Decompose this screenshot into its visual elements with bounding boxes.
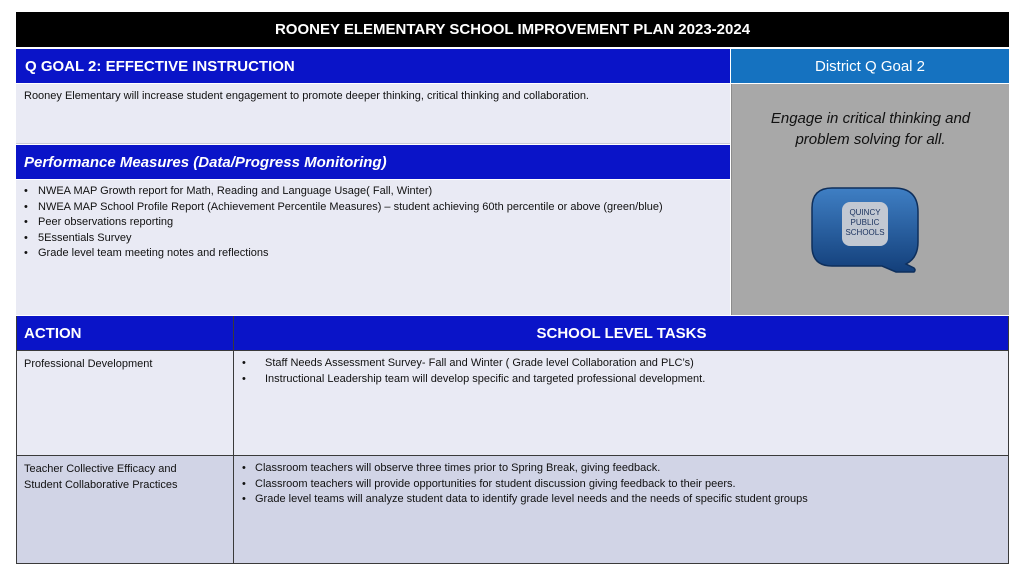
task-item: • Staff Needs Assessment Survey- Fall and Winter ( Grade level Collaboration and PLC’s) bbox=[242, 356, 1001, 372]
action-label: Student Collaborative Practices bbox=[24, 478, 178, 491]
quincy-public-schools-logo-icon bbox=[810, 184, 925, 274]
table-divider bbox=[16, 563, 1009, 564]
engage-line-2: problem solving for all. bbox=[795, 131, 946, 148]
action-column-header: ACTION bbox=[16, 316, 233, 350]
performance-item: • NWEA MAP School Profile Report (Achievement Percentile Measures) – student achieving 60th percentile or above (green/blue) bbox=[24, 200, 722, 216]
task-item: • Grade level teams will analyze student data to identify grade level needs and the needs of specific student groups bbox=[242, 492, 1001, 508]
performance-item: • 5Essentials Survey bbox=[24, 231, 722, 247]
action-cell bbox=[16, 351, 233, 455]
action-cell bbox=[16, 456, 233, 563]
task-item: • Instructional Leadership team will develop specific and targeted professional development. bbox=[242, 372, 1001, 388]
table-divider bbox=[233, 316, 234, 564]
performance-item: • NWEA MAP Growth report for Math, Reading and Language Usage( Fall, Winter) bbox=[24, 184, 722, 200]
performance-item: • Grade level team meeting notes and reflections bbox=[24, 246, 722, 262]
district-goal-panel bbox=[731, 84, 1009, 315]
logo-line-3: SCHOOLS bbox=[845, 228, 885, 237]
engage-line-1: Engage in critical thinking and bbox=[770, 110, 971, 127]
plan-title: ROONEY ELEMENTARY SCHOOL IMPROVEMENT PLAN 2023-2024 bbox=[16, 12, 1009, 47]
engage-statement bbox=[732, 108, 1009, 150]
action-label: Professional Development bbox=[24, 358, 153, 370]
table-divider bbox=[16, 455, 1009, 456]
logo-line-2: PUBLIC bbox=[850, 218, 880, 227]
table-divider bbox=[16, 316, 17, 564]
table-divider bbox=[1008, 316, 1009, 564]
task-item: • Classroom teachers will provide opportunities for student discussion giving feedback to their peers. bbox=[242, 477, 1001, 493]
tasks-cell bbox=[234, 456, 1009, 563]
district-goal-label: District Q Goal 2 bbox=[731, 49, 1009, 83]
goal-description: Rooney Elementary will increase student engagement to promote deeper thinking, critical thinking and collaboration. bbox=[16, 84, 730, 144]
action-label: Teacher Collective Efficacy and bbox=[24, 463, 177, 475]
tasks-cell bbox=[234, 351, 1009, 455]
tasks-column-header: SCHOOL LEVEL TASKS bbox=[234, 316, 1009, 350]
performance-measures-list bbox=[16, 180, 730, 315]
table-divider bbox=[16, 350, 1009, 351]
performance-measures-heading: Performance Measures (Data/Progress Monitoring) bbox=[16, 145, 730, 179]
logo-line-1: QUINCY bbox=[849, 208, 881, 217]
performance-item: • Peer observations reporting bbox=[24, 215, 722, 231]
goal-title: Q GOAL 2: EFFECTIVE INSTRUCTION bbox=[16, 49, 730, 83]
task-item: • Classroom teachers will observe three times prior to Spring Break, giving feedback. bbox=[242, 461, 1001, 477]
